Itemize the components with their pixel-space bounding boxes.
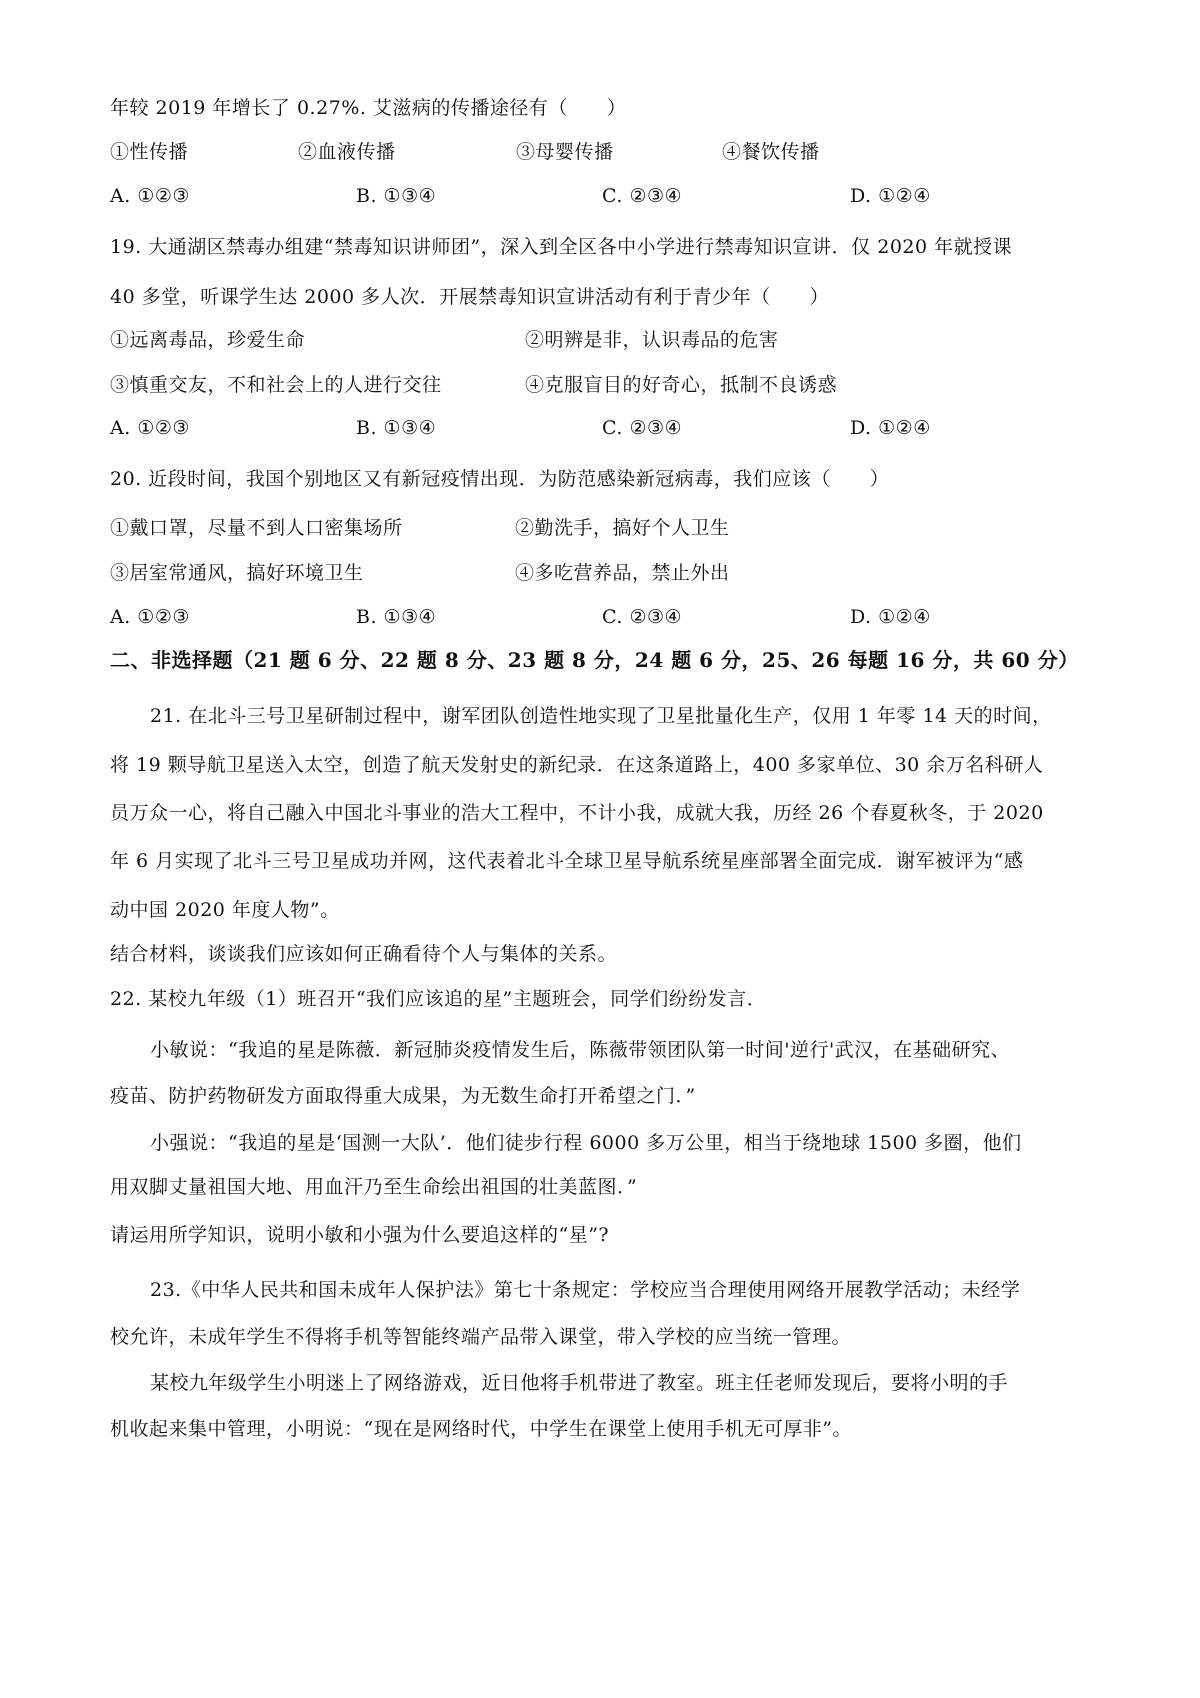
q18-option-a: A. ①②③	[110, 185, 190, 207]
q18-option-c: C. ②③④	[602, 185, 683, 207]
q22-question: 请运用所学知识，说明小敏和小强为什么要追这样的“星”?	[110, 1224, 610, 1246]
q18-item-1: ①性传播	[110, 141, 189, 163]
q22-xiaoqiang-line-1: 小强说：“我追的星是‘国测一大队’．他们徒步行程 6000 多万公里，相当于绕地球 1500 多圈，他们	[150, 1132, 1022, 1154]
q20-option-b: B. ①③④	[356, 606, 437, 628]
q21-material-line-1: 21. 在北斗三号卫星研制过程中，谢军团队创造性地实现了卫星批量化生产，仅用 1 年零 14 天的时间，	[150, 705, 1052, 727]
q22-xiaomin-line-1: 小敏说：“我追的星是陈薇．新冠肺炎疫情发生后，陈薇带领团队第一时间'逆行'武汉，在基础研究、	[150, 1039, 1011, 1061]
q21-material-line-5: 动中国 2020 年度人物”。	[110, 899, 340, 921]
q22-xiaoqiang-line-2: 用双脚丈量祖国大地、用血汗乃至生命绘出祖国的壮美蓝图．”	[110, 1176, 638, 1198]
q20-stem: 20. 近段时间，我国个别地区又有新冠疫情出现．为防范感染新冠病毒，我们应该（ ）	[110, 468, 890, 490]
q20-item-1: ①戴口罩，尽量不到人口密集场所	[110, 517, 403, 539]
q19-item-3: ③慎重交友，不和社会上的人进行交往	[110, 374, 442, 396]
q22-stem: 22. 某校九年级（1）班召开“我们应该追的星”主题班会，同学们纷纷发言．	[110, 988, 767, 1010]
q21-material-line-3: 员万众一心，将自己融入中国北斗事业的浩大工程中，不计小我，成就大我，历经 26 个春夏秋冬，于 2020	[110, 802, 1044, 824]
q19-item-1: ①远离毒品，珍爱生命	[110, 329, 306, 351]
q19-stem-line-1: 19. 大通湖区禁毒办组建“禁毒知识讲师团”，深入到全区各中小学进行禁毒知识宣讲．仅 2020 年就授课	[110, 236, 1013, 258]
q18-item-2: ②血液传播	[298, 141, 396, 163]
q19-option-c: C. ②③④	[602, 417, 683, 439]
q19-option-b: B. ①③④	[356, 417, 437, 439]
q23-material-line-2: 校允许，未成年学生不得将手机等智能终端产品带入课堂，带入学校的应当统一管理。	[110, 1326, 852, 1348]
q19-item-2: ②明辨是非，认识毒品的危害	[525, 329, 779, 351]
q18-stem-tail: 年较 2019 年增长了 0.27%. 艾滋病的传播途径有（ ）	[110, 97, 627, 119]
q20-option-d: D. ①②④	[850, 606, 931, 628]
q23-material-line-1: 23.《中华人民共和国未成年人保护法》第七十条规定：学校应当合理使用网络开展教学活动；未经学	[150, 1279, 1021, 1301]
q19-option-d: D. ①②④	[850, 417, 931, 439]
q18-option-d: D. ①②④	[850, 185, 931, 207]
q18-item-4: ④餐饮传播	[722, 141, 820, 163]
q20-item-3: ③居室常通风，搞好环境卫生	[110, 562, 364, 584]
q18-item-3: ③母婴传播	[516, 141, 614, 163]
q21-material-line-4: 年 6 月实现了北斗三号卫星成功并网，这代表着北斗全球卫星导航系统星座部署全面完成．谢军被评为“感	[110, 850, 1024, 872]
q21-material-line-2: 将 19 颗导航卫星送入太空，创造了航天发射史的新纪录．在这条道路上，400 多家单位、30 余万名科研人	[110, 754, 1044, 776]
q20-option-a: A. ①②③	[110, 606, 190, 628]
q23-material-line-3: 某校九年级学生小明迷上了网络游戏，近日他将手机带进了教室。班主任老师发现后，要将小明的手	[150, 1372, 1009, 1394]
q19-option-a: A. ①②③	[110, 417, 190, 439]
q20-item-2: ②勤洗手，搞好个人卫生	[515, 517, 730, 539]
q21-question: 结合材料，谈谈我们应该如何正确看待个人与集体的关系。	[110, 943, 618, 965]
q19-item-4: ④克服盲目的好奇心，抵制不良诱惑	[525, 374, 838, 396]
q20-item-4: ④多吃营养品，禁止外出	[515, 562, 730, 584]
q18-option-b: B. ①③④	[356, 185, 437, 207]
q23-material-line-4: 机收起来集中管理，小明说：“现在是网络时代，中学生在课堂上使用手机无可厚非”。	[110, 1418, 852, 1440]
q19-stem-line-2: 40 多堂，听课学生达 2000 多人次．开展禁毒知识宣讲活动有利于青少年（ ）	[110, 286, 830, 308]
section-2-heading: 二、非选择题（21 题 6 分、22 题 8 分、23 题 8 分，24 题 6 分，25、26 每题 16 分，共 60 分）	[110, 648, 1079, 672]
q20-option-c: C. ②③④	[602, 606, 683, 628]
q22-xiaomin-line-2: 疫苗、防护药物研发方面取得重大成果，为无数生命打开希望之门．”	[110, 1085, 696, 1107]
